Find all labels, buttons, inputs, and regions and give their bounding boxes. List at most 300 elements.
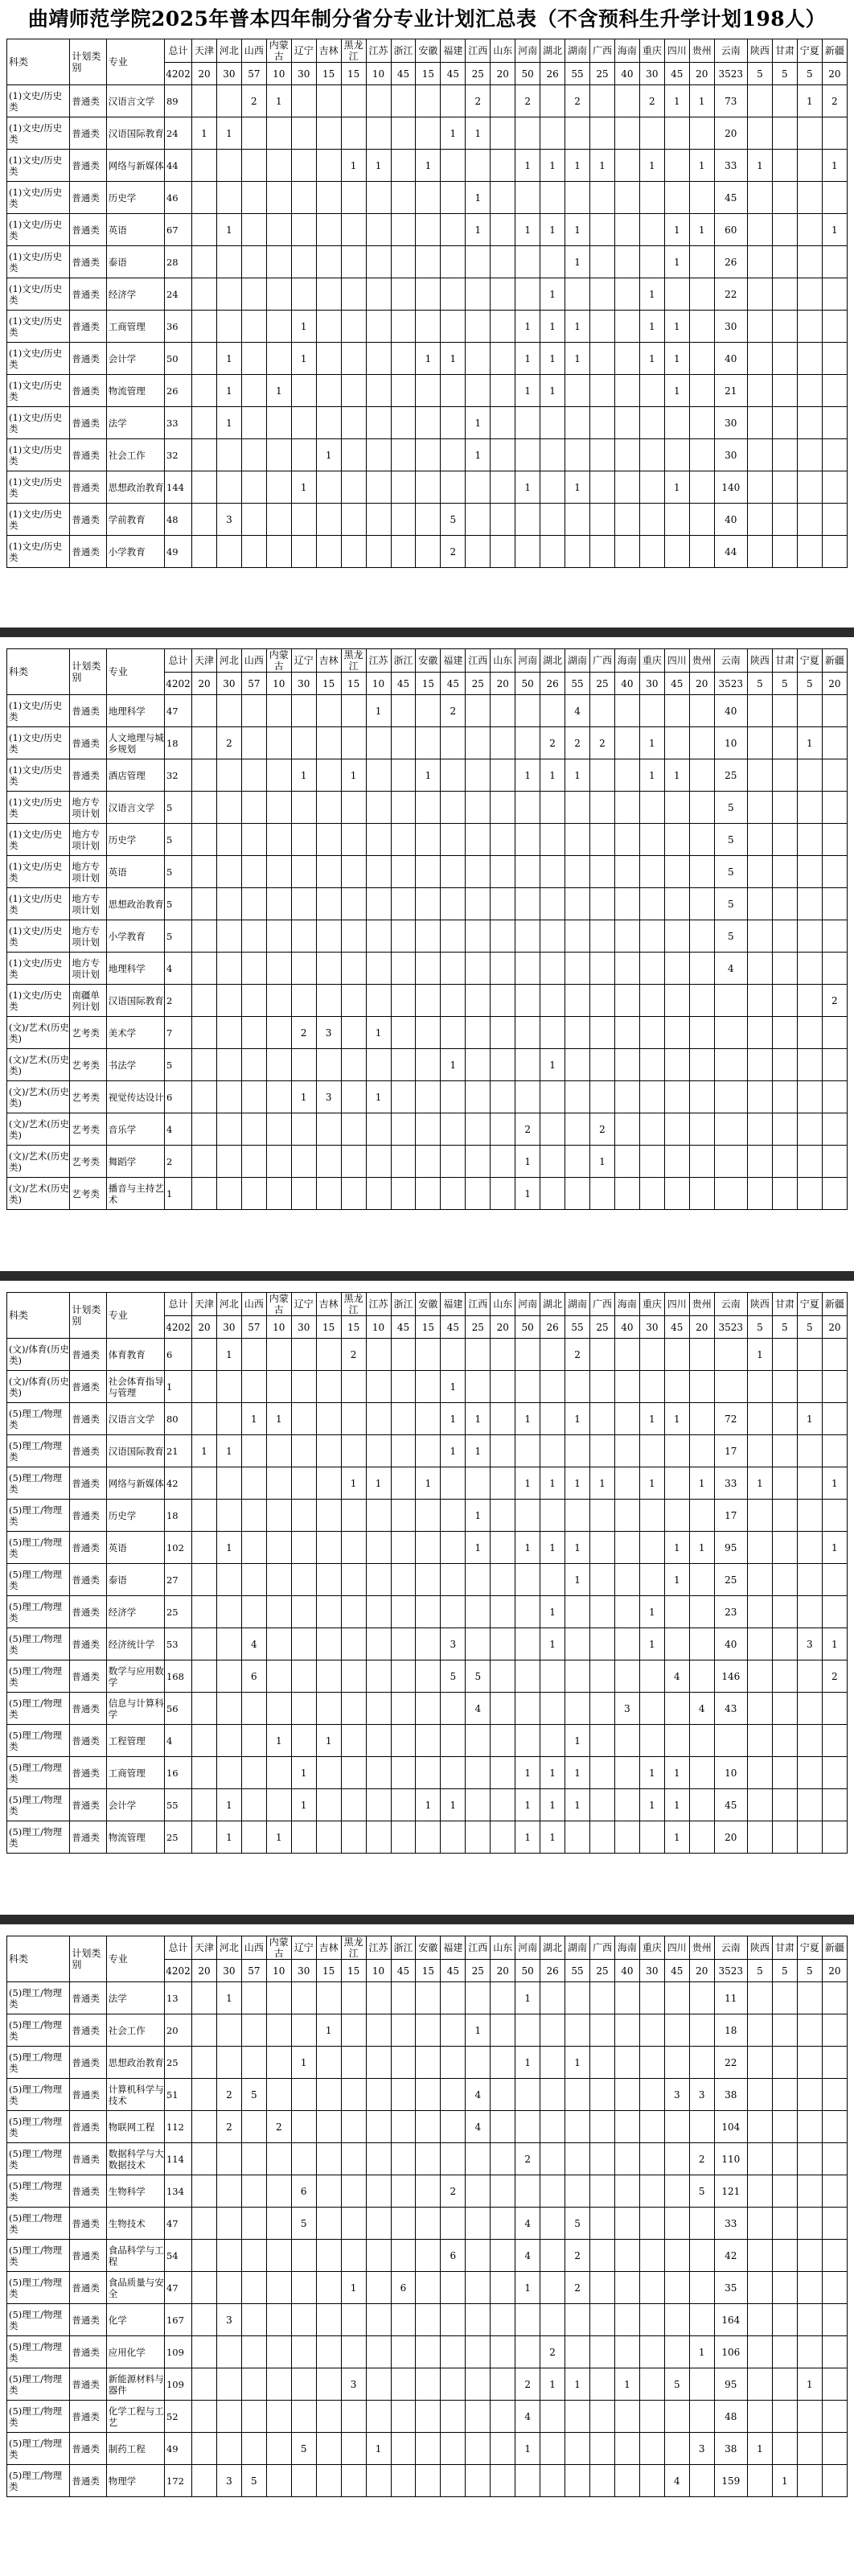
cell-province-count [664, 504, 689, 536]
cell-province-count [416, 1982, 441, 2014]
cell-province-count: 1 [540, 150, 565, 182]
cell-province-count [565, 2304, 590, 2336]
cell-province-count [266, 2368, 291, 2401]
cell-province-count [590, 1500, 615, 1532]
cell-major: 历史学 [106, 182, 164, 214]
cell-province-count [565, 439, 590, 471]
cell-province-count [366, 1628, 391, 1660]
cell-province-count [316, 695, 341, 727]
cell-province-count [466, 1596, 491, 1628]
cell-province-count: 146 [714, 1660, 747, 1693]
cell-province-count [565, 2336, 590, 2368]
header-province-total: 45 [441, 1316, 466, 1339]
cell-province-count [266, 1500, 291, 1532]
cell-province-count [797, 2175, 822, 2208]
cell-province-count [747, 85, 772, 117]
cell-province-count [391, 953, 416, 985]
cell-province-count [772, 953, 797, 985]
cell-province-count [797, 407, 822, 439]
cell-plan-type: 普通类 [70, 439, 106, 471]
cell-province-count: 10 [714, 727, 747, 759]
cell-major: 工商管理 [106, 1757, 164, 1789]
header-province-total: 5 [747, 1960, 772, 1982]
cell-province-count [639, 182, 664, 214]
cell-province-count [797, 953, 822, 985]
cell-province-count [266, 2465, 291, 2497]
cell-province-count [614, 1789, 639, 1821]
cell-province-count [291, 2401, 316, 2433]
cell-category: (1)文史/历史类 [7, 759, 70, 792]
header-province: 天津 [192, 649, 217, 673]
cell-province-count [822, 2336, 847, 2368]
cell-province-count [241, 2175, 266, 2208]
cell-province-count [491, 2272, 515, 2304]
cell-province-count [416, 1178, 441, 1210]
cell-province-count [316, 2240, 341, 2272]
cell-province-count [772, 1435, 797, 1467]
header-province-total: 20 [192, 1960, 217, 1982]
cell-total: 53 [164, 1628, 191, 1660]
cell-province-count [822, 1500, 847, 1532]
cell-province-count [614, 1596, 639, 1628]
header-province-total: 25 [590, 1960, 615, 1982]
cell-province-count: 1 [772, 2465, 797, 2497]
cell-province-count [266, 2079, 291, 2111]
cell-province-count [515, 1017, 540, 1049]
cell-province-count [639, 824, 664, 856]
cell-province-count: 1 [416, 759, 441, 792]
cell-province-count: 1 [540, 214, 565, 246]
cell-province-count: 1 [216, 407, 241, 439]
cell-province-count [639, 1113, 664, 1146]
cell-province-count [639, 2047, 664, 2079]
cell-province-count [639, 2433, 664, 2465]
cell-province-count [491, 2079, 515, 2111]
cell-province-count [689, 1371, 714, 1403]
header-province-total: 15 [316, 1316, 341, 1339]
cell-province-count [216, 1500, 241, 1532]
cell-province-count [366, 407, 391, 439]
cell-province-count [366, 2208, 391, 2240]
cell-province-count [416, 182, 441, 214]
cell-province-count [491, 824, 515, 856]
cell-province-count [391, 278, 416, 311]
cell-province-count [797, 536, 822, 568]
header-province: 陕西 [747, 649, 772, 673]
header-province: 江苏 [366, 1293, 391, 1316]
table-row [7, 2175, 848, 2208]
cell-category: (1)文史/历史类 [7, 85, 70, 117]
cell-province-count [822, 536, 847, 568]
header-province-total: 30 [216, 1960, 241, 1982]
cell-province-count [590, 2079, 615, 2111]
cell-province-count: 3 [664, 2079, 689, 2111]
cell-province-count [241, 504, 266, 536]
header-province: 山西 [241, 1293, 266, 1316]
header-province-total: 15 [416, 63, 441, 85]
cell-province-count: 1 [689, 150, 714, 182]
header-province-total: 20 [822, 673, 847, 695]
cell-major: 地理科学 [106, 695, 164, 727]
header-province: 四川 [664, 39, 689, 63]
header-province-total: 30 [639, 1316, 664, 1339]
cell-province-count [192, 2208, 217, 2240]
cell-province-count [689, 182, 714, 214]
cell-province-count [441, 1500, 466, 1532]
header-province: 黑龙江 [341, 649, 366, 673]
cell-province-count: 1 [416, 1789, 441, 1821]
cell-province-count [441, 2433, 466, 2465]
cell-province-count [590, 2240, 615, 2272]
cell-province-count [192, 1146, 217, 1178]
cell-province-count [614, 214, 639, 246]
cell-province-count: 5 [291, 2433, 316, 2465]
cell-province-count [590, 2111, 615, 2143]
table-row [7, 214, 848, 246]
cell-province-count: 1 [664, 1532, 689, 1564]
cell-province-count [639, 792, 664, 824]
cell-province-count: 17 [714, 1435, 747, 1467]
cell-province-count: 2 [266, 2111, 291, 2143]
cell-province-count [491, 439, 515, 471]
cell-province-count [515, 1628, 540, 1660]
cell-major: 泰语 [106, 246, 164, 278]
cell-plan-type: 普通类 [70, 1467, 106, 1500]
cell-province-count [565, 182, 590, 214]
cell-province-count [316, 759, 341, 792]
cell-province-count [540, 1178, 565, 1210]
cell-total: 134 [164, 2175, 191, 2208]
cell-province-count [822, 2240, 847, 2272]
cell-province-count [822, 1403, 847, 1435]
cell-province-count: 1 [797, 727, 822, 759]
cell-province-count [797, 1564, 822, 1596]
table-row [7, 792, 848, 824]
cell-province-count [590, 2208, 615, 2240]
header-province-total: 5 [747, 673, 772, 695]
cell-province-count [192, 504, 217, 536]
cell-plan-type: 普通类 [70, 1371, 106, 1403]
cell-province-count [614, 1564, 639, 1596]
cell-total: 5 [164, 792, 191, 824]
cell-major: 法学 [106, 1982, 164, 2014]
cell-province-count [590, 85, 615, 117]
cell-province-count [565, 2401, 590, 2433]
cell-province-count [291, 953, 316, 985]
cell-province-count [797, 1146, 822, 1178]
table-row [7, 85, 848, 117]
cell-province-count [466, 2465, 491, 2497]
header-province: 山西 [241, 649, 266, 673]
cell-province-count [266, 856, 291, 888]
cell-total: 114 [164, 2143, 191, 2175]
cell-province-count: 1 [689, 214, 714, 246]
cell-province-count [216, 920, 241, 953]
cell-province-count [491, 471, 515, 504]
cell-province-count [366, 439, 391, 471]
cell-province-count [391, 1017, 416, 1049]
header-province: 新疆 [822, 1293, 847, 1316]
cell-province-count: 6 [441, 2240, 466, 2272]
cell-category: (1)文史/历史类 [7, 278, 70, 311]
cell-province-count [797, 1017, 822, 1049]
cell-province-count [540, 536, 565, 568]
cell-province-count [341, 1982, 366, 2014]
header-province: 湖南 [565, 1293, 590, 1316]
cell-province-count [689, 2368, 714, 2401]
cell-province-count [491, 1178, 515, 1210]
cell-province-count [266, 182, 291, 214]
cell-province-count: 1 [664, 375, 689, 407]
cell-province-count [216, 2336, 241, 2368]
cell-total: 4 [164, 953, 191, 985]
cell-province-count [590, 117, 615, 150]
header-province-total: 40 [614, 673, 639, 695]
cell-province-count [614, 1660, 639, 1693]
cell-province-count [639, 407, 664, 439]
cell-province-count [797, 1693, 822, 1725]
cell-province-count: 1 [565, 2368, 590, 2401]
cell-province-count [747, 246, 772, 278]
cell-province-count: 45 [714, 1789, 747, 1821]
cell-major: 汉语国际教育 [106, 985, 164, 1017]
cell-province-count: 1 [565, 150, 590, 182]
cell-major: 食品质量与安全 [106, 2272, 164, 2304]
cell-province-count [291, 727, 316, 759]
header-province: 河北 [216, 39, 241, 63]
cell-province-count [291, 375, 316, 407]
cell-province-count [772, 311, 797, 343]
cell-province-count [341, 2014, 366, 2047]
cell-province-count [614, 2433, 639, 2465]
cell-province-count [341, 1660, 366, 1693]
cell-province-count [565, 2175, 590, 2208]
cell-province-count [391, 2208, 416, 2240]
cell-province-count [540, 1500, 565, 1532]
cell-province-count [639, 2240, 664, 2272]
cell-province-count [540, 2079, 565, 2111]
cell-province-count [316, 1532, 341, 1564]
cell-province-count [366, 1564, 391, 1596]
cell-province-count [822, 278, 847, 311]
cell-province-count [192, 888, 217, 920]
cell-major: 会计学 [106, 343, 164, 375]
header-province: 内蒙古 [266, 649, 291, 673]
cell-province-count [416, 311, 441, 343]
cell-province-count [772, 343, 797, 375]
cell-province-count [491, 2401, 515, 2433]
cell-province-count: 1 [664, 214, 689, 246]
cell-province-count [216, 856, 241, 888]
cell-province-count [515, 920, 540, 953]
table-page-4 [6, 1936, 848, 2497]
cell-province-count [192, 2368, 217, 2401]
cell-total: 13 [164, 1982, 191, 2014]
header-province-total: 30 [216, 63, 241, 85]
cell-province-count [590, 375, 615, 407]
cell-province-count [590, 985, 615, 1017]
table-row [7, 1693, 848, 1725]
cell-province-count [590, 1435, 615, 1467]
cell-province-count [747, 1017, 772, 1049]
cell-total: 36 [164, 311, 191, 343]
cell-province-count [466, 343, 491, 375]
table-row [7, 1532, 848, 1564]
cell-province-count: 43 [714, 1693, 747, 1725]
cell-category: (5)理工/物理类 [7, 2111, 70, 2143]
cell-province-count [291, 2014, 316, 2047]
cell-major: 经济学 [106, 278, 164, 311]
cell-province-count [316, 214, 341, 246]
header-province-total: 3523 [714, 63, 747, 85]
table-row [7, 2143, 848, 2175]
cell-province-count [822, 695, 847, 727]
cell-province-count [391, 2079, 416, 2111]
cell-major: 汉语言文学 [106, 85, 164, 117]
cell-province-count: 1 [466, 1532, 491, 1564]
cell-province-count: 1 [797, 85, 822, 117]
cell-province-count [266, 888, 291, 920]
cell-province-count [341, 1049, 366, 1081]
table-row [7, 2433, 848, 2465]
cell-province-count [772, 504, 797, 536]
cell-province-count [266, 504, 291, 536]
cell-province-count [192, 375, 217, 407]
cell-province-count [366, 471, 391, 504]
cell-province-count [565, 985, 590, 1017]
cell-province-count: 22 [714, 278, 747, 311]
cell-province-count: 2 [540, 727, 565, 759]
table-row [7, 182, 848, 214]
cell-total: 49 [164, 2433, 191, 2465]
cell-province-count [639, 1017, 664, 1049]
header-province: 贵州 [689, 1293, 714, 1316]
cell-province-count [747, 504, 772, 536]
cell-province-count [391, 695, 416, 727]
cell-plan-type: 艺考类 [70, 1017, 106, 1049]
cell-province-count [366, 536, 391, 568]
cell-province-count [614, 2240, 639, 2272]
cell-province-count [540, 1564, 565, 1596]
cell-plan-type: 普通类 [70, 375, 106, 407]
cell-province-count [216, 1660, 241, 1693]
cell-province-count [689, 985, 714, 1017]
cell-province-count: 1 [515, 343, 540, 375]
cell-province-count [515, 953, 540, 985]
cell-province-count [565, 824, 590, 856]
cell-province-count [772, 117, 797, 150]
cell-province-count: 5 [714, 888, 747, 920]
cell-province-count [192, 1049, 217, 1081]
cell-province-count [491, 1467, 515, 1500]
cell-province-count [797, 695, 822, 727]
cell-province-count [341, 2240, 366, 2272]
cell-province-count [797, 343, 822, 375]
cell-province-count [441, 1596, 466, 1628]
cell-province-count [797, 888, 822, 920]
cell-province-count [316, 2079, 341, 2111]
cell-province-count [590, 1821, 615, 1854]
header-province-total: 55 [565, 1316, 590, 1339]
header-province: 陕西 [747, 39, 772, 63]
cell-province-count [822, 2465, 847, 2497]
cell-province-count [366, 504, 391, 536]
table-row [7, 2336, 848, 2368]
cell-province-count [590, 471, 615, 504]
cell-province-count: 3 [316, 1081, 341, 1113]
cell-province-count [366, 1982, 391, 2014]
cell-province-count [491, 1757, 515, 1789]
cell-province-count [241, 1757, 266, 1789]
cell-province-count [772, 536, 797, 568]
cell-province-count [747, 792, 772, 824]
header-province-total: 5 [797, 63, 822, 85]
cell-province-count [822, 1339, 847, 1371]
cell-province-count [540, 2465, 565, 2497]
cell-province-count [664, 278, 689, 311]
cell-province-count [416, 2304, 441, 2336]
cell-province-count [565, 504, 590, 536]
cell-province-count [822, 2175, 847, 2208]
cell-province-count: 2 [291, 1017, 316, 1049]
cell-province-count: 1 [441, 117, 466, 150]
cell-province-count: 1 [515, 1146, 540, 1178]
cell-province-count: 2 [590, 1113, 615, 1146]
cell-province-count: 2 [822, 985, 847, 1017]
cell-province-count [316, 1982, 341, 2014]
cell-province-count [639, 920, 664, 953]
cell-province-count [491, 1821, 515, 1854]
cell-province-count [565, 536, 590, 568]
cell-province-count [797, 2304, 822, 2336]
cell-category: (5)理工/物理类 [7, 1821, 70, 1854]
cell-province-count [540, 2208, 565, 2240]
header-province-total: 10 [266, 673, 291, 695]
header-province: 河北 [216, 1936, 241, 1960]
cell-province-count [772, 695, 797, 727]
cell-province-count [291, 2143, 316, 2175]
header-province: 辽宁 [291, 39, 316, 63]
cell-province-count [366, 759, 391, 792]
cell-province-count [822, 1081, 847, 1113]
header-province: 吉林 [316, 649, 341, 673]
cell-province-count [466, 2401, 491, 2433]
cell-category: (5)理工/物理类 [7, 2240, 70, 2272]
cell-province-count: 1 [565, 1789, 590, 1821]
table-row [7, 1113, 848, 1146]
cell-province-count [664, 1339, 689, 1371]
cell-province-count [664, 1178, 689, 1210]
cell-province-count [639, 953, 664, 985]
cell-province-count [822, 953, 847, 985]
cell-province-count [192, 824, 217, 856]
cell-province-count [491, 1017, 515, 1049]
cell-province-count [316, 2111, 341, 2143]
cell-province-count: 1 [540, 2368, 565, 2401]
cell-province-count [491, 1789, 515, 1821]
cell-category: (5)理工/物理类 [7, 2368, 70, 2401]
cell-province-count [797, 117, 822, 150]
cell-province-count [192, 439, 217, 471]
cell-province-count [491, 278, 515, 311]
cell-province-count [341, 2304, 366, 2336]
cell-province-count: 1 [540, 1532, 565, 1564]
cell-plan-type: 普通类 [70, 117, 106, 150]
cell-province-count [772, 1596, 797, 1628]
cell-province-count [689, 856, 714, 888]
cell-major: 地理科学 [106, 953, 164, 985]
cell-province-count [466, 471, 491, 504]
